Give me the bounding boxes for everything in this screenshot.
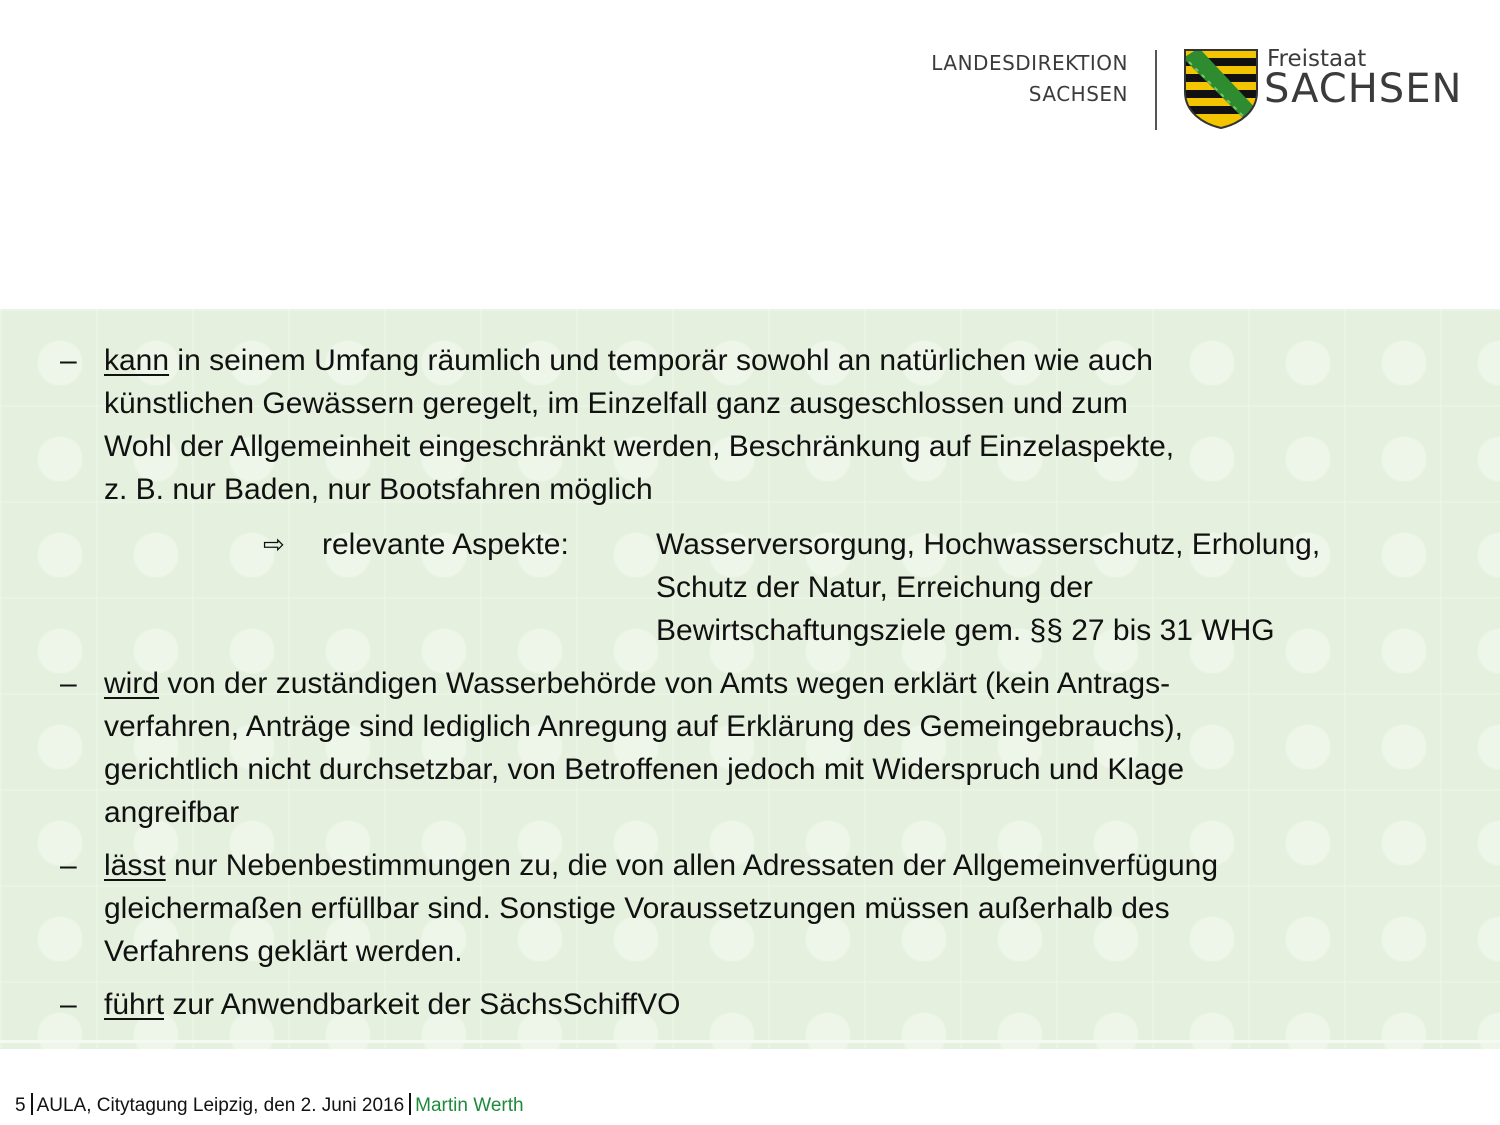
aspects-line: Wasserversorgung, Hochwasserschutz, Erholung,	[656, 528, 1321, 561]
landesdirektion-line1: LANDESDIREKTION	[931, 51, 1128, 75]
bullet-keyword: wird	[104, 667, 160, 700]
aspects-value	[656, 523, 1456, 652]
bullet-line-text: nur Nebenbestimmungen zu, die von allen Adressaten der Allgemeinverfügung	[165, 849, 1219, 882]
bullet-marker: –	[60, 344, 77, 377]
bullet-line: angreifbar	[104, 796, 240, 829]
saxony-coat-of-arms-icon	[1183, 48, 1259, 130]
freistaat-label: Freistaat	[1267, 46, 1367, 72]
bullet-line: gleichermaßen erfüllbar sind. Sonstige Voraussetzungen müssen außerhalb des	[104, 892, 1170, 925]
logo-divider	[1155, 50, 1157, 130]
bullet-line-text: in seinem Umfang räumlich und temporär sowohl an natürlichen wie auch	[169, 344, 1153, 377]
bullet-text	[104, 983, 1464, 1026]
bullet-line: Verfahrens geklärt werden.	[104, 935, 463, 968]
bullet-keyword: lässt	[104, 849, 166, 882]
sachsen-wordmark: SACHSEN	[1264, 66, 1463, 112]
bullet-text	[104, 339, 1464, 511]
bullet-keyword: kann	[104, 344, 170, 377]
landesdirektion-logo	[931, 48, 1128, 110]
bullet-keyword: führt	[104, 988, 165, 1021]
bullet-line-text: von der zuständigen Wasserbehörde von Amts wegen erklärt (kein Antrags-	[159, 667, 1171, 700]
bullet-line: verfahren, Anträge sind lediglich Anregung auf Erklärung des Gemeingebrauchs),	[104, 710, 1183, 743]
bullet-text	[104, 844, 1464, 973]
slide-footer	[15, 1093, 524, 1118]
bullet-line: künstlichen Gewässern geregelt, im Einzelfall ganz ausgeschlossen und zum	[104, 387, 1128, 420]
landesdirektion-line2: SACHSEN	[1028, 82, 1128, 106]
bullet-marker: –	[60, 849, 77, 882]
bullet-line: gerichtlich nicht durchsetzbar, von Betroffenen jedoch mit Widerspruch und Klage	[104, 753, 1185, 786]
aspects-label: relevante Aspekte:	[322, 528, 569, 561]
bullet-line: z. B. nur Baden, nur Bootsfahren möglich	[104, 473, 653, 506]
bullet-line	[104, 983, 1464, 1026]
band-divider	[0, 1040, 1500, 1043]
footer-divider	[409, 1093, 411, 1115]
bullet-marker: –	[60, 988, 77, 1021]
arrow-right-icon: ⇨	[263, 529, 285, 559]
bullet-line-text: zur Anwendbarkeit der SächsSchiffVO	[164, 988, 681, 1021]
footer-divider	[31, 1093, 33, 1115]
bullet-line	[104, 662, 1464, 705]
bullet-marker: –	[60, 667, 77, 700]
aspects-line: Schutz der Natur, Erreichung der	[656, 571, 1093, 604]
bullet-line: Wohl der Allgemeinheit eingeschränkt werden, Beschränkung auf Einzelaspekte,	[104, 430, 1175, 463]
event-info: AULA, Citytagung Leipzig, den 2. Juni 2016	[36, 1095, 405, 1116]
bullet-line	[104, 339, 1464, 382]
page-number: 5	[15, 1095, 26, 1116]
bullet-text	[104, 662, 1464, 834]
bullet-line	[104, 844, 1464, 887]
aspects-line: Bewirtschaftungsziele gem. §§ 27 bis 31 WHG	[656, 614, 1275, 647]
author-name: Martin Werth	[415, 1095, 524, 1116]
